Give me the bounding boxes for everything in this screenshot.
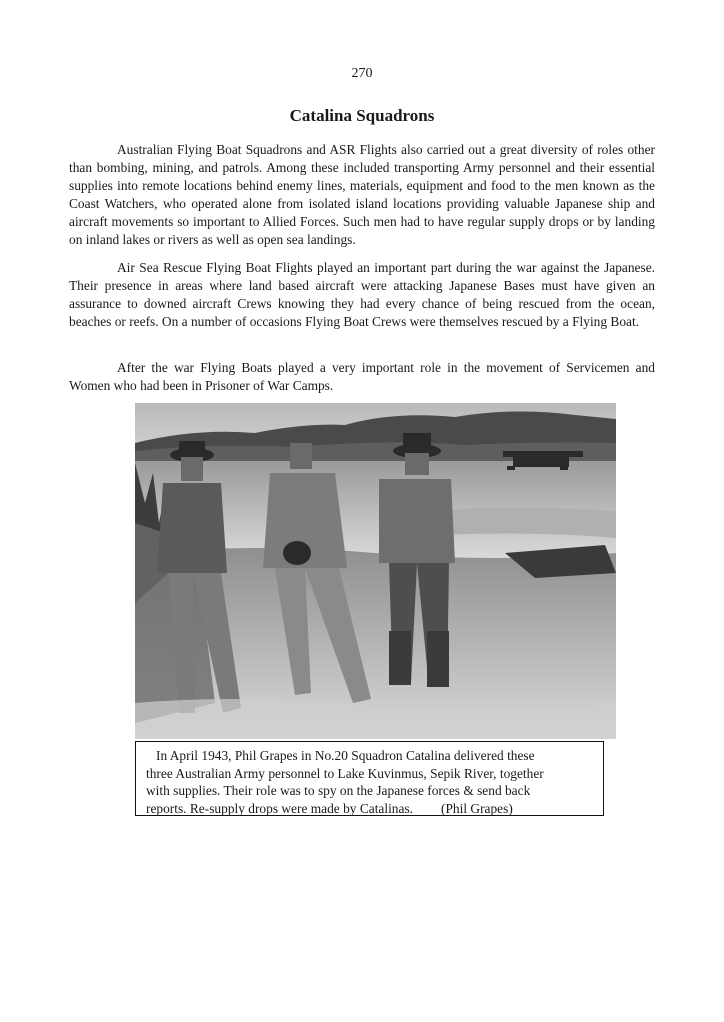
body-paragraph: Australian Flying Boat Squadrons and ASR Flights also carried out a great diversity of roles other than bombing, mining, and patrols. Among these included transporting Army personnel and their essential supplies into remote locations behind enemy lines, materials, equipment and food to the men known as the Coast Watchers, who operated alone from isolated island locations providing valuable Japanese ship and aircraft movements so important to Allied Forces. Such men had to have regular supply drops or by landing on inland lakes or rivers as well as open sea landings. [69, 142, 655, 247]
caption-line: with supplies. Their role was to spy on the Japanese forces & send back [146, 783, 531, 798]
caption-line: three Australian Army personnel to Lake Kuvinmus, Sepik River, together [146, 765, 544, 781]
caption-line: In April 1943, Phil Grapes in No.20 Squadron Catalina delivered these [156, 748, 535, 763]
body-paragraph: Air Sea Rescue Flying Boat Flights played an important part during the war against the Japanese. Their presence in areas where land based aircraft were attacking Japanese Bases must have given an assurance to downed aircraft Crews knowing they had every chance of being rescued from the ocean, beaches or reefs. On a number of occasions Flying Boat Crews were themselves rescued by a Flying Boat. [69, 260, 655, 329]
photo-three-soldiers-by-lake [135, 403, 616, 739]
page-number: 270 [351, 66, 373, 81]
caption-line: reports. Re-supply drops were made by Catalinas. [146, 800, 414, 816]
photo-caption [135, 741, 604, 816]
caption-credit: (Phil Grapes) [441, 800, 513, 816]
page-title: Catalina Squadrons [289, 106, 435, 125]
body-paragraph: After the war Flying Boats played a very important role in the movement of Servicemen and Women who had been in Prisoner of War Camps. [69, 360, 655, 393]
